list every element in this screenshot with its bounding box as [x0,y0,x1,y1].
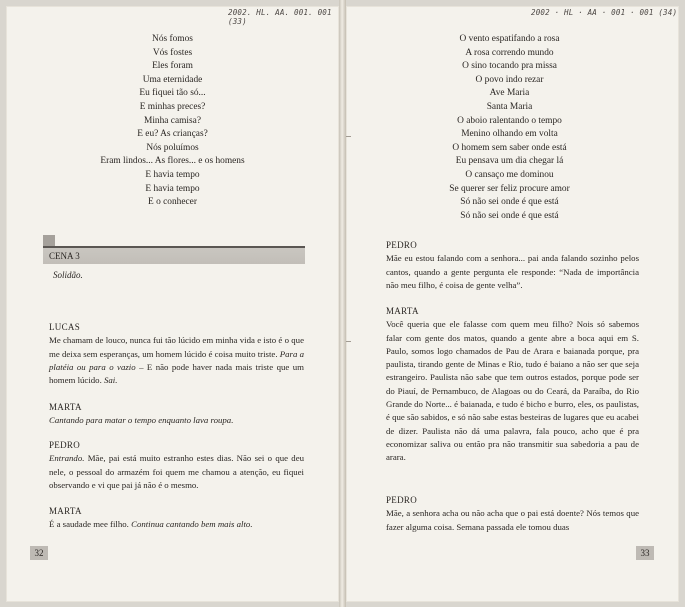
dialogue-pedro [386,239,639,292]
dialogue-text: Você queria que ele falasse com quem meu filho? Nois só sabemos falar com gente dos matos, quando a gente abre a boca aqui em S. Paulo, somos logo chamados de Pau de Arara e baianada porque, pra paulista, tirando gente de Minas e Rio, tudo é baiano a não ser que seja estrangeiro. Paulista não sabe que tem outros estados, porque pode ser do Piauí, de Pernambuco, de Alagoas ou do Ceará, da Paraíba, do Rio Grande do Norte... é baianada, e tudo é bicho e burro, eles, os paulistas, é que são sabidos, e só não sabe estas besteiras de lugares que eu acabei de dizer. Paulista não dá uma palavra, fala pouco, acho que é pra economizar saliva ou então pra não transmitir sua sabedoria a pau de arara. [386,319,639,463]
page-number: 33 [636,546,654,560]
left-page [6,6,339,602]
dialogue-marta [49,505,304,532]
poem-line: O povo indo rezar [475,74,544,85]
poem-line: E o conhecer [148,197,197,208]
dialogue-text: – E não pode haver nada mais triste que um homem lúcido. [49,361,304,386]
poem-line: Eu fiquei tão só... [139,88,206,99]
scene-heading: CENA 3 [49,251,80,261]
poem-stanza [343,33,676,223]
poem-line: Nós poluímos [146,142,199,153]
speaker-name: PEDRO [386,495,418,505]
speaker-name: PEDRO [386,240,418,250]
dialogue-text: Mãe, a senhora acha ou não acha que o pai está doente? Nós temos que fazer alguma coisa. Semana passada ele tomou duas [386,508,639,532]
poem-line: E havia tempo [145,183,200,194]
dialogue-lucas [49,321,304,387]
dialogue-marta [49,401,304,428]
poem-line: A rosa correndo mundo [465,47,554,58]
poem-line: O aboio ralentando o tempo [457,115,562,126]
poem-line: Eram lindos... As flores... e os homens [100,156,245,167]
dialogue-text: Mãe, pai está muito estranho estes dias. Não sei o que deu nele, o pessoal do armazém foi quem me chamou a atenção, eu fiquei observando e vi que pai já não é o mesmo. [49,453,304,490]
stage-direction: Sai. [103,375,118,386]
right-page [346,6,679,602]
poem-line: Só não sei onde é que está [460,197,559,208]
poem-line: Eles foram [152,61,193,72]
poem-stanza [6,33,339,210]
poem-line: E havia tempo [145,169,200,180]
poem-line: O homem sem saber onde está [452,142,567,153]
page-number: 32 [30,546,48,560]
dialogue-pedro [386,494,639,534]
speaker-name: PEDRO [49,440,81,450]
poem-line: Minha camisa? [143,115,201,126]
poem-line: Uma eternidade [142,74,203,85]
poem-line: E minhas preces? [139,101,206,112]
poem-line: Vós fostes [152,47,193,58]
speaker-name: MARTA [386,306,419,316]
dialogue-text: Mãe eu estou falando com a senhora... pai anda falando sozinho pelos cantos, quando a gente pergunta ele responde: “Nada de importância não meu filho, é coisa de gente velha”. [386,253,639,290]
dialogue-marta [386,305,639,465]
dialogue-text: Me chamam de louco, nunca fui tão lúcido em minha vida e isto é o que me deixa sem esperanças, um homem lúcido é coisa muito triste. [49,335,304,359]
poem-line: O cansaço me dominou [465,169,554,180]
stage-direction: Entrando. [49,453,85,464]
dialogue-pedro [49,439,304,492]
poem-line: Santa Maria [486,101,533,112]
scene-subtitle: Solidão. [53,270,83,280]
poem-line: Só não sei onde é que está [460,210,559,221]
handwritten-annotation: 2002. HL. AA. 001. 001 (33) [228,8,332,26]
margin-mark [346,341,351,342]
dialogue-text: É a saudade mee filho. [49,519,129,530]
handwritten-annotation: 2002 · HL · AA · 001 · 001 (34) [531,8,678,17]
poem-line: Se querer ser feliz procure amor [449,183,570,194]
speaker-name: LUCAS [49,322,81,332]
poem-line: Ave Maria [489,88,530,99]
poem-line: Menino olhando em volta [461,129,558,140]
poem-line: E eu? As crianças? [137,129,208,140]
poem-line: O vento espatifando a rosa [459,34,560,44]
poem-line: Nós fomos [152,34,193,44]
speaker-name: MARTA [49,506,82,516]
scene-band [43,246,305,264]
poem-line: O sino tocando pra missa [462,61,557,72]
poem-line: Eu pensava um dia chegar lá [455,156,564,167]
stage-direction: Para a platéia ou para o vazio [49,348,304,372]
speaker-name: MARTA [49,402,82,412]
stage-direction: Cantando para matar o tempo enquanto lava roupa. [49,415,234,426]
stage-direction: Continua cantando bem mais alto. [131,519,253,530]
